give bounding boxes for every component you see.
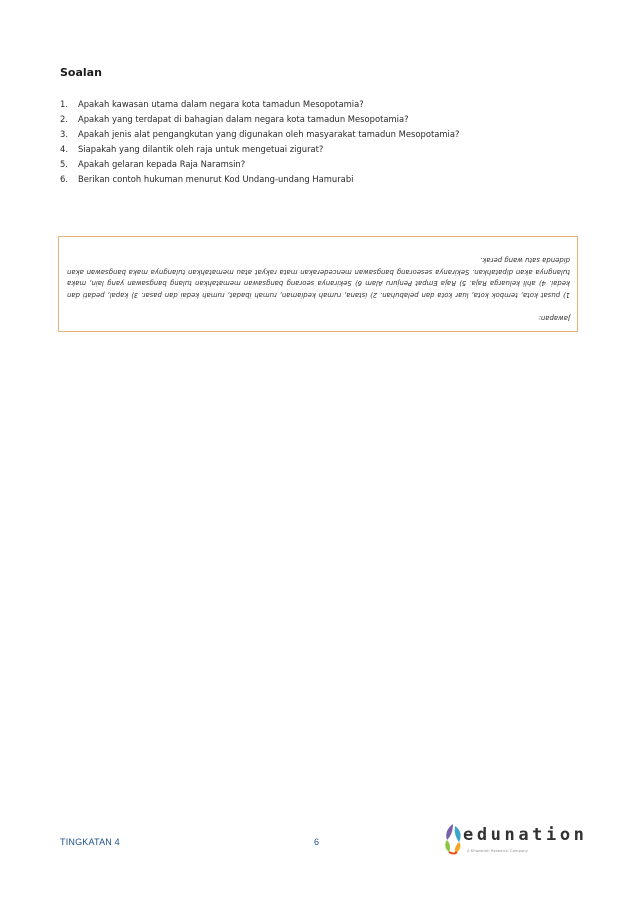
question-text: Siapakah yang dilantik oleh raja untuk mengetuai zigurat? bbox=[78, 144, 324, 154]
answer-label: Jawapan: bbox=[538, 314, 570, 322]
answer-content-upside-down bbox=[59, 237, 577, 331]
edunation-logo bbox=[441, 822, 588, 862]
answer-text: 1) pusat kota, tembok kota, luar kota dan pelabuhan. 2) istana, rumah kediaman, rumah ibadat, rumah kedai dan pasar. 3) kapal, pedati dan kedai. 4) ahli keluarga Raja. 5) Raja Empat Penjuru Alam 6) Sekiranya seorang bangsawan mematahkan tulang bangsawan yang lain, maka tulangnya akan dipatahkan. Sekiranya seseorang bangsawan mencederakan mata rakyat atau mematahkan tulangnya maka bangsawan akan didenda satu wang perak. bbox=[67, 255, 570, 300]
question-text: Berikan contoh hukuman menurut Kod Undang-undang Hamurabi bbox=[78, 174, 354, 184]
section-heading: Soalan bbox=[60, 66, 102, 79]
question-number: 3. bbox=[60, 129, 68, 139]
question-text: Apakah yang terdapat di bahagian dalam negara kota tamadun Mesopotamia? bbox=[78, 114, 409, 124]
page-number: 6 bbox=[314, 837, 320, 847]
question-item bbox=[60, 142, 580, 157]
question-item bbox=[60, 127, 580, 142]
question-item bbox=[60, 172, 580, 187]
question-item bbox=[60, 97, 580, 112]
question-number: 4. bbox=[60, 144, 68, 154]
question-item bbox=[60, 112, 580, 127]
question-number: 6. bbox=[60, 174, 68, 184]
leaf-icon bbox=[441, 822, 465, 856]
logo-wordmark: edunation bbox=[463, 825, 588, 845]
question-number: 1. bbox=[60, 99, 68, 109]
question-list bbox=[60, 97, 580, 187]
question-text: Apakah gelaran kepada Raja Naramsin? bbox=[78, 159, 246, 169]
answer-box bbox=[58, 236, 578, 332]
question-number: 2. bbox=[60, 114, 68, 124]
question-number: 5. bbox=[60, 159, 68, 169]
question-text: Apakah jenis alat pengangkutan yang digunakan oleh masyarakat tamadun Mesopotamia? bbox=[78, 129, 460, 139]
logo-tagline: A Khazanah Research Company bbox=[467, 849, 529, 853]
question-item bbox=[60, 157, 580, 172]
question-text: Apakah kawasan utama dalam negara kota tamadun Mesopotamia? bbox=[78, 99, 364, 109]
footer-level: TINGKATAN 4 bbox=[60, 837, 120, 847]
